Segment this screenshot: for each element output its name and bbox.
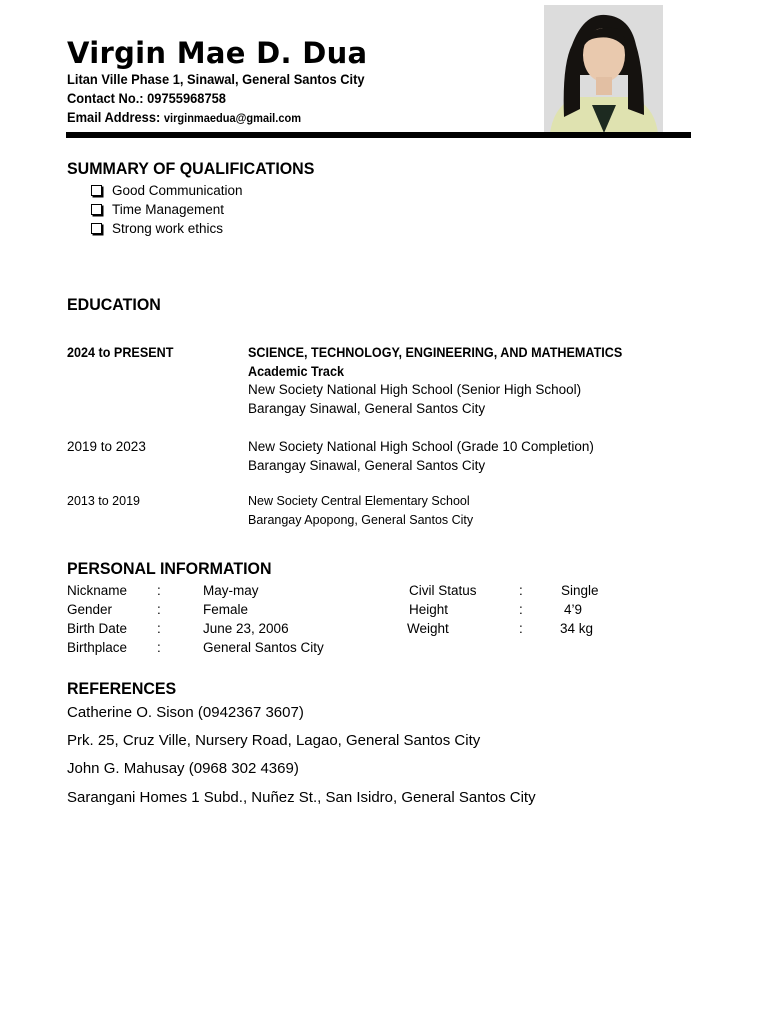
list-item-text: Good Communication [112, 182, 243, 198]
email-label: Email Address: [67, 109, 164, 125]
references-title: REFERENCES [67, 679, 177, 698]
address-line: Litan Ville Phase 1, Sinawal, General Santos City [67, 71, 365, 87]
checkbox-bullet-icon [91, 185, 102, 196]
education-years: 2019 to 2023 [67, 439, 146, 454]
education-title: EDUCATION [67, 295, 161, 314]
education-location: Barangay Apopong, General Santos City [248, 513, 474, 527]
education-years: 2013 to 2019 [67, 494, 140, 508]
reference-address: Sarangani Homes 1 Subd., Nuñez St., San Isidro, General Santos City [67, 789, 536, 806]
info-label-civil-status: Civil Status [409, 583, 477, 598]
education-track: Academic Track [248, 363, 344, 379]
info-value-weight: 34 kg [560, 621, 594, 636]
header-divider [66, 132, 691, 138]
personal-info-title: PERSONAL INFORMATION [67, 559, 272, 578]
portrait-image [544, 5, 663, 133]
reference-name: Catherine O. Sison (0942367 3607) [67, 704, 304, 721]
list-item [90, 181, 243, 199]
info-separator: : [519, 621, 523, 636]
education-school: New Society Central Elementary School [248, 494, 470, 508]
info-separator: : [157, 602, 161, 617]
profile-photo [544, 5, 663, 133]
info-separator: : [519, 583, 523, 598]
email-line [67, 109, 301, 125]
checkbox-bullet-icon [91, 223, 102, 234]
info-label-height: Height [409, 602, 449, 617]
info-label-nickname: Nickname [67, 583, 128, 598]
checkbox-bullet-icon [91, 204, 102, 215]
list-item [90, 200, 224, 218]
education-location: Barangay Sinawal, General Santos City [248, 401, 486, 416]
applicant-name: Virgin Mae D. Dua [67, 36, 368, 70]
info-separator: : [157, 621, 161, 636]
email-value: virginmaedua@gmail.com [163, 111, 302, 125]
contact-line: Contact No.: 09755968758 [67, 90, 226, 106]
education-school: New Society National High School (Senior High School) [248, 382, 582, 397]
list-item [90, 219, 223, 237]
info-value-gender: Female [203, 602, 249, 617]
info-separator: : [157, 640, 161, 655]
education-school: New Society National High School (Grade 10 Completion) [248, 439, 594, 454]
info-label-birthplace: Birthplace [67, 640, 128, 655]
info-separator: : [157, 583, 161, 598]
info-label-weight: Weight [407, 621, 449, 636]
info-value-birthplace: General Santos City [203, 640, 324, 655]
reference-name: John G. Mahusay (0968 302 4369) [67, 760, 299, 777]
education-strand: SCIENCE, TECHNOLOGY, ENGINEERING, AND MATHEMATICS [248, 344, 623, 360]
education-years: 2024 to PRESENT [67, 344, 174, 360]
info-label-birth-date: Birth Date [67, 621, 128, 636]
info-value-nickname: May-may [203, 583, 259, 598]
info-label-gender: Gender [67, 602, 113, 617]
summary-title: SUMMARY OF QUALIFICATIONS [67, 159, 315, 178]
info-separator: : [519, 602, 523, 617]
info-value-birth-date: June 23, 2006 [203, 621, 289, 636]
info-value-height: 4’9 [564, 602, 583, 617]
education-location: Barangay Sinawal, General Santos City [248, 458, 486, 473]
list-item-text: Strong work ethics [112, 220, 224, 236]
info-value-civil-status: Single [561, 583, 599, 598]
list-item-text: Time Management [112, 201, 225, 217]
reference-address: Prk. 25, Cruz Ville, Nursery Road, Lagao, General Santos City [67, 732, 481, 749]
